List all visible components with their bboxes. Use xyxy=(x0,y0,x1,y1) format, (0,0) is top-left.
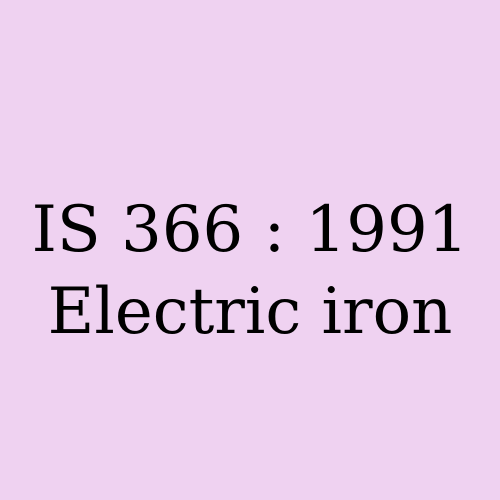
product-name: Electric iron xyxy=(47,275,453,349)
standard-code: IS 366 : 1991 xyxy=(31,193,469,267)
